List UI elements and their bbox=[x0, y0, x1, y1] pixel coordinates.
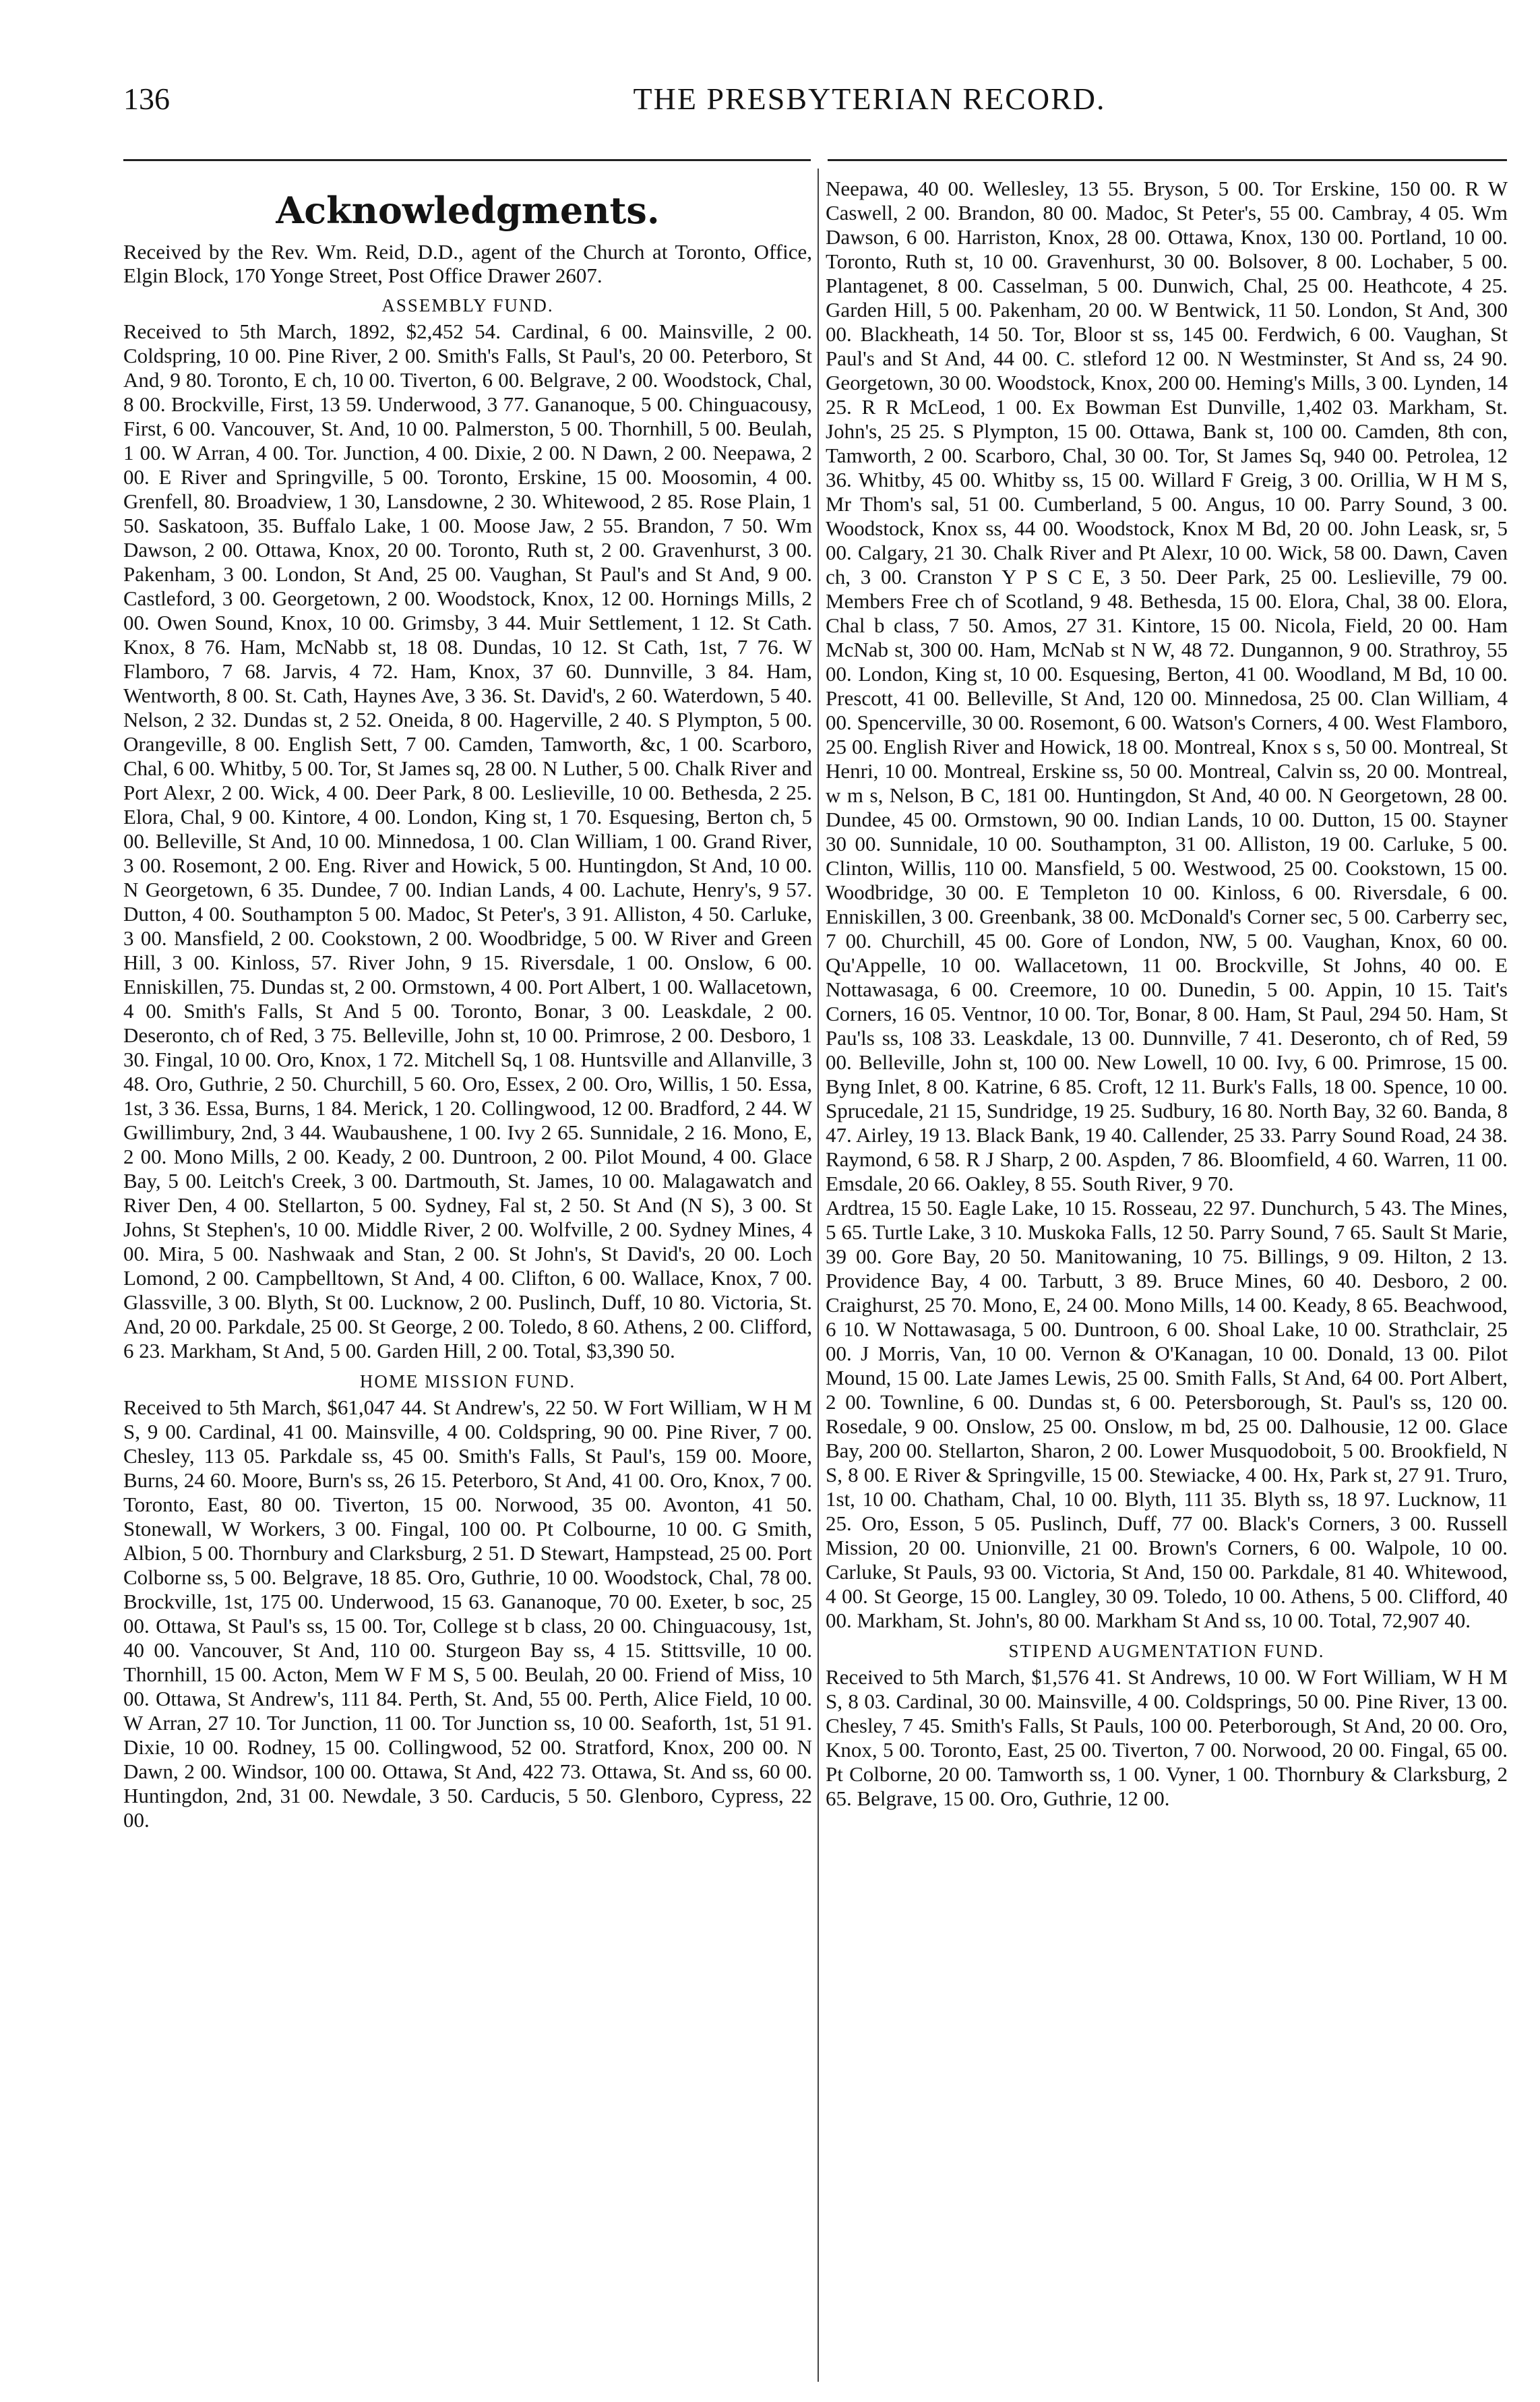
header-rule-left bbox=[123, 159, 811, 161]
page-title: THE PRESBYTERIAN RECORD. bbox=[633, 82, 1106, 116]
assembly-fund-text: Received to 5th March, 1892, $2,452 54. Cardinal, 6 00. Mainsville, 2 00. Coldspring, 10 00. Pine River, 2 00. Smith's Falls, St Paul's, 20 00. Peterboro, St And, 9 80. Toronto, E ch, 10 00. Tiverton, 6 00. Belgrave, 2 00. Woodstock, Chal, 8 00. Brockville, First, 13 59. Underwood, 3 77. Gananoque, 5 00. Chinguacousy, First, 6 00. Vancouver, St. And, 10 00. Palmerston, 5 00. Thornhill, 5 00. Beulah, 1 00. W Arran, 4 00. Tor. Junction, 4 00. Dixie, 2 00. N Dawn, 2 00. Neepawa, 2 00. E River and Springville, 5 00. Toronto, Erskine, 15 00. Moosomin, 4 00. Grenfell, 80. Broadview, 1 30, Lansdowne, 2 30. Whitewood, 2 85. Rose Plain, 1 50. Saskatoon, 35. Buffalo Lake, 1 00. Moose Jaw, 2 55. Brandon, 7 50. Wm Dawson, 2 00. Ottawa, Knox, 20 00. Toronto, Ruth st, 2 00. Gravenhurst, 3 00. Pakenham, 3 00. London, St And, 25 00. Vaughan, St Paul's and St And, 9 00. Castleford, 3 00. Georgetown, 2 00. Woodstock, Knox, 12 00. Hornings Mills, 2 00. Owen Sound, Knox, 10 00. Grimsby, 3 44. Muir Settlement, 1 12. St Cath. Knox, 8 76. Ham, McNabb st, 18 08. Dundas, 10 12. St Cath, 1st, 7 76. W Flamboro, 7 68. Jarvis, 4 72. Ham, Knox, 37 60. Dunnville, 3 84. Ham, Wentworth, 8 00. St. Cath, Haynes Ave, 3 36. St. David's, 2 60. Waterdown, 5 40. Nelson, 2 32. Dundas st, 2 52. Oneida, 8 00. Hagerville, 2 40. S Plympton, 5 00. Orangeville, 8 00. English Sett, 7 00. Camden, Tamworth, &c, 1 00. Scarboro, Chal, 6 00. Whitby, 5 00. Tor, St James sq, 28 00. N Luther, 5 00. Chalk River and Port Alexr, 2 00. Wick, 4 00. Deer Park, 8 00. Leslieville, 10 00. Bethesda, 2 25. Elora, Chal, 9 00. Kintore, 4 00. London, King st, 1 70. Esquesing, Berton ch, 5 00. Belleville, St And, 10 00. Minnedosa, 1 00. Clan William, 1 00. Grand River, 3 00. Rosemont, 2 00. Eng. River and Howick, 5 00. Huntingdon, St And, 10 00. N Georgetown, 6 35. Dundee, 7 00. Indian Lands, 4 00. Lachute, Henry's, 9 57. Dutton, 4 00. Southampton 5 00. Madoc, St Peter's, 3 91. Alliston, 4 50. Carluke, 3 00. Mansfield, 2 00. Cookstown, 2 00. Woodbridge, 5 00. W River and Green Hill, 3 00. Kinloss, 57. River John, 9 15. Riversdale, 1 00. Onslow, 6 00. Enniskillen, 75. Dundas st, 2 00. Ormstown, 4 00. Port Albert, 1 00. Wallacetown, 4 00. Smith's Falls, St And 5 00. Toronto, Bonar, 3 00. Leaskdale, 2 00. Deseronto, ch of Red, 3 75. Belleville, John st, 10 00. Primrose, 2 00. Desboro, 1 30. Fingal, 10 00. Oro, Knox, 1 72. Mitchell Sq, 1 08. Huntsville and Allanville, 3 48. Oro, Guthrie, 2 50. Churchill, 5 60. Oro, Essex, 2 00. Oro, Willis, 1 50. Essa, 1st, 3 36. Essa, Burns, 1 84. Merick, 1 20. Collingwood, 12 00. Bradford, 2 44. W Gwillimbury, 2nd, 3 44. Waubaushene, 1 00. Ivy 2 65. Sunnidale, 2 16. Mono, E, 2 00. Mono Mills, 2 00. Keady, 2 00. Duntroon, 2 00. Pilot Mound, 4 00. Glace Bay, 5 00. Leitch's Creek, 3 00. Dartmouth, St. James, 10 00. Malagawatch and River Den, 4 00. Stellarton, 5 00. Sydney, Fal st, 2 50. St And (N S), 3 00. St Johns, St Stephen's, 10 00. Middle River, 2 00. Wolfville, 2 00. Sydney Mines, 4 00. Mira, 5 00. Nashwaak and Stan, 2 00. St John's, St David's, 20 00. Loch Lomond, 2 00. Campbelltown, St And, 4 00. Clifton, 6 00. Wallace, Knox, 7 00. Glassville, 3 00. Blyth, St 00. Lucknow, 2 00. Puslinch, Duff, 10 80. Victoria, St. And, 20 00. Parkdale, 25 00. St George, 2 00. Toledo, 8 60. Athens, 2 00. Clifford, 6 23. Markham, St And, 5 00. Garden Hill, 2 00. Total, $3,390 50. bbox=[123, 320, 812, 1362]
header-rule-right bbox=[828, 159, 1507, 161]
assembly-fund-heading: ASSEMBLY FUND. bbox=[381, 295, 554, 316]
home-mission-continued-text-2: Ardtrea, 15 50. Eagle Lake, 10 15. Rosseau, 22 97. Dunchurch, 5 43. The Mines, 5 65. Turtle Lake, 3 10. Muskoka Falls, 12 50. Parry Sound, 7 65. Sault St Marie, 39 00. Gore Bay, 20 50. Manitowaning, 10 75. Billings, 9 09. Hilton, 2 13. Providence Bay, 4 00. Tarbutt, 3 89. Bruce Mines, 60 40. Desboro, 2 00. Craighurst, 25 70. Mono, E, 24 00. Mono Mills, 14 00. Keady, 8 65. Beachwood, 6 10. W Nottawasaga, 5 00. Duntroon, 6 00. Shoal Lake, 10 00. Strathclair, 25 00. J Morris, Van, 10 00. Vernon & O'Kanagan, 10 00. Donald, 13 00. Pilot Mound, 15 00. Late James Lewis, 25 00. Smith Falls, St And, 64 00. Port Albert, 2 00. Townline, 6 00. Dundas st, 6 00. Petersborough, St. Paul's ss, 120 00. Rosedale, 9 00. Onslow, 25 00. Onslow, m bd, 25 00. Dalhousie, 12 00. Glace Bay, 200 00. Stellarton, Sharon, 2 00. Lower Musquodoboit, 5 00. Brookfield, N S, 8 00. E River & Springville, 15 00. Stewiacke, 4 00. Hx, Park st, 27 91. Truro, 1st, 10 00. Chatham, Chal, 10 00. Blyth, 111 35. Blyth ss, 18 97. Lucknow, 11 25. Oro, Esson, 5 05. Puslinch, Duff, 77 00. Black's Corners, 3 00. Russell Mission, 20 00. Unionville, 21 00. Brown's Corners, 6 00. Walpole, 10 00. Carluke, St Pauls, 93 00. Victoria, St And, 150 00. Parkdale, 81 40. Whitewood, 4 00. St George, 15 00. Langley, 30 09. Toledo, 10 00. Athens, 5 00. Clifford, 40 00. Markham, St. John's, 80 00. Markham St And ss, 10 00. Total, 72,907 40. bbox=[826, 1196, 1508, 1632]
stipend-augmentation-fund-text: Received to 5th March, $1,576 41. St Andrews, 10 00. W Fort William, W H M S, 8 03. Cardinal, 30 00. Mainsville, 4 00. Coldsprings, 50 00. Pine River, 13 00. Chesley, 7 45. Smith's Falls, St Pauls, 100 00. Peterborough, St And, 20 00. Oro, Knox, 5 00. Toronto, East, 25 00. Tiverton, 7 00. Norwood, 20 00. Fingal, 65 00. Pt Colborne, 20 00. Tamworth ss, 1 00. Vyner, 1 00. Thornbury & Clarksburg, 2 65. Belgrave, 15 00. Oro, Guthrie, 12 00. bbox=[826, 1665, 1508, 1810]
home-mission-fund-text: Received to 5th March, $61,047 44. St Andrew's, 22 50. W Fort William, W H M S, 9 00. Cardinal, 41 00. Mainsville, 4 00. Coldspring, 90 00. Pine River, 7 00. Chesley, 113 05. Parkdale ss, 45 00. Smith's Falls, St Paul's, 159 00. Moore, Burns, 24 60. Moore, Burn's ss, 26 15. Peterboro, St And, 41 00. Oro, Knox, 7 00. Toronto, East, 80 00. Tiverton, 15 00. Norwood, 35 00. Avonton, 41 50. Stonewall, W Workers, 3 00. Fingal, 100 00. Pt Colbourne, 10 00. G Smith, Albion, 5 00. Thornbury and Clarksburg, 2 51. D Stewart, Hampstead, 25 00. Port Colborne ss, 5 00. Belgrave, 18 85. Oro, Guthrie, 10 00. Woodstock, Chal, 78 00. Brockville, 1st, 175 00. Underwood, 15 63. Gananoque, 70 00. Exeter, b soc, 25 00. Ottawa, St Paul's ss, 15 00. Tor, College st b class, 20 00. Chinguacousy, 1st, 40 00. Vancouver, St And, 110 00. Sturgeon Bay ss, 4 15. Stittsville, 10 00. Thornhill, 15 00. Acton, Mem W F M S, 5 00. Beulah, 20 00. Friend of Miss, 10 00. Ottawa, St Andrew's, 111 84. Perth, St. And, 55 00. Perth, Alice Field, 10 00. W Arran, 27 10. Tor Junction, 11 00. Tor Junction ss, 10 00. Seaforth, 1st, 51 91. Dixie, 10 00. Rodney, 15 00. Collingwood, 52 00. Stratford, Knox, 200 00. N Dawn, 2 00. Windsor, 100 00. Ottawa, St And, 422 73. Ottawa, St. And ss, 60 00. Huntingdon, 2nd, 31 00. Newdale, 3 50. Carducis, 5 50. Glenboro, Cypress, 22 00. bbox=[123, 1395, 812, 1832]
intro-paragraph: Received by the Rev. Wm. Reid, D.D., agent of the Church at Toronto, Office, Elgin Block, 170 Yonge Street, Post Office Drawer 2607. bbox=[123, 240, 812, 287]
home-mission-continued-text: Neepawa, 40 00. Wellesley, 13 55. Bryson, 5 00. Tor Erskine, 150 00. R W Caswell, 2 00. Brandon, 80 00. Madoc, St Peter's, 55 00. Cambray, 4 05. Wm Dawson, 6 00. Harriston, Knox, 28 00. Ottawa, Knox, 130 00. Portland, 10 00. Toronto, Ruth st, 10 00. Gravenhurst, 30 00. Bolsover, 8 00. Lochaber, 5 00. Plantagenet, 8 00. Casselman, 5 00. Dunwich, Chal, 25 00. Heathcote, 4 25. Garden Hill, 5 00. Pakenham, 20 00. W Bentwick, 11 50. London, St And, 300 00. Blackheath, 14 50. Tor, Bloor st ss, 145 00. Ferdwich, 6 00. Vaughan, St Paul's and St And, 44 00. C. stleford 12 00. N Westminster, St And ss, 24 90. Georgetown, 30 00. Woodstock, Knox, 200 00. Heming's Mills, 3 00. Lynden, 14 25. R R McLeod, 1 00. Ex Bowman Est Dunville, 1,402 03. Markham, St. John's, 25 25. S Plympton, 15 00. Ottawa, Bank st, 100 00. Camden, 8th con, Tamworth, 2 00. Scarboro, Chal, 30 00. Tor, St James Sq, 940 00. Petrolea, 12 36. Whitby, 45 00. Whitby ss, 15 00. Willard F Greig, 3 00. Orillia, W H M S, Mr Thom's sal, 51 00. Cumberland, 5 00. Angus, 10 00. Parry Sound, 3 00. Woodstock, Knox ss, 44 00. Woodstock, Knox M Bd, 20 00. John Leask, sr, 5 00. Calgary, 21 30. Chalk River and Pt Alexr, 10 00. Wick, 58 00. Dawn, Caven ch, 3 00. Cranston Y P S C E, 3 50. Deer Park, 25 00. Leslieville, 79 00. Members Free ch of Scotland, 9 48. Bethesda, 15 00. Elora, Chal, 38 00. Elora, Chal b class, 7 50. Amos, 27 31. Kintore, 15 00. Nicola, Field, 20 00. Ham McNab st, 300 00. Ham, McNab st N W, 48 72. Dungannon, 9 00. Strathroy, 55 00. London, King st, 10 00. Esquesing, Berton, 41 00. Woodland, M Bd, 10 00. Prescott, 41 00. Belleville, St And, 120 00. Minnedosa, 25 00. Clan William, 4 00. Spencerville, 30 00. Rosemont, 6 00. Watson's Corners, 4 00. West Flamboro, 25 00. English River and Howick, 18 00. Montreal, Knox s s, 50 00. Montreal, St Henri, 10 00. Montreal, Erskine ss, 50 00. Montreal, Calvin ss, 20 00. Montreal, w m s, Nelson, B C, 181 00. Huntingdon, St And, 40 00. N Georgetown, 28 00. Dundee, 45 00. Ormstown, 90 00. Indian Lands, 10 00. Dutton, 15 00. Stayner 30 00. Sunnidale, 10 00. Southampton, 31 00. Alliston, 19 00. Carluke, 5 00. Clinton, Willis, 110 00. Mansfield, 5 00. Westwood, 25 00. Cookstown, 15 00. Woodbridge, 30 00. E Templeton 10 00. Kinloss, 6 00. Riversdale, 6 00. Enniskillen, 3 00. Greenbank, 38 00. McDonald's Corner sec, 5 00. Carberry sec, 7 00. Churchill, 45 00. Gore of London, NW, 5 00. Vaughan, Knox, 60 00. Qu'Appelle, 10 00. Wallacetown, 11 00. Brockville, St Johns, 40 00. E Nottawasaga, 6 00. Creemore, 10 00. Dunedin, 5 00. Appin, 10 15. Tait's Corners, 16 05. Ventnor, 10 00. Tor, Bonar, 8 00. Ham, St Paul, 294 50. Ham, St Pau'ls ss, 108 33. Leaskdale, 13 00. Dunnville, 7 41. Deseronto, ch of Red, 59 00. Belleville, John st, 100 00. New Lowell, 10 00. Ivy, 6 00. Primrose, 15 00. Byng Inlet, 8 00. Katrine, 6 85. Croft, 12 11. Burk's Falls, 18 00. Spence, 10 00. Sprucedale, 21 15, Sundridge, 19 25. Sudbury, 16 80. North Bay, 32 60. Banda, 8 47. Airley, 19 13. Black Bank, 19 40. Callender, 25 33. Parry Sound Road, 24 38. Raymond, 6 58. R J Sharp, 2 00. Aspden, 7 86. Bloomfield, 4 60. Warren, 11 00. Emsdale, 20 66. Oakley, 8 55. South River, 9 70. bbox=[826, 177, 1508, 1195]
column-divider bbox=[818, 169, 819, 2382]
left-column bbox=[123, 177, 812, 2378]
right-column bbox=[826, 177, 1508, 2378]
home-mission-fund-heading: HOME MISSION FUND. bbox=[359, 1371, 576, 1391]
stipend-augmentation-fund-heading: STIPEND AUGMENTATION FUND. bbox=[1008, 1641, 1325, 1661]
page-header bbox=[0, 81, 1540, 135]
section-title: Acknowledgments. bbox=[276, 189, 660, 232]
page-number: 136 bbox=[123, 82, 170, 116]
